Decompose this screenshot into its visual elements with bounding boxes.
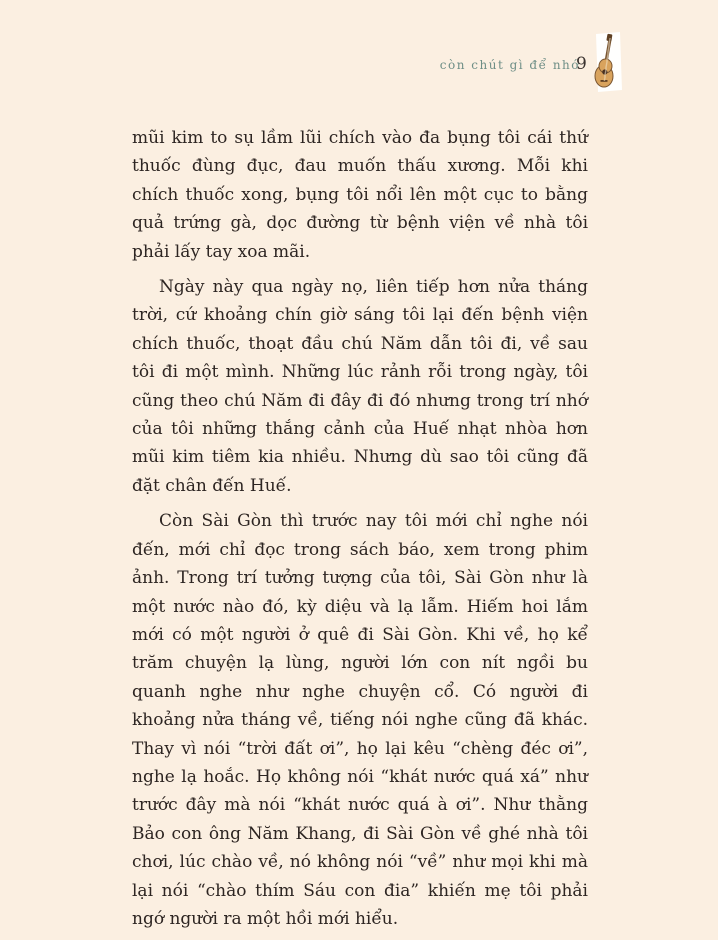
page-number: 9 — [576, 54, 587, 74]
running-head-title: còn chút gì để nhớ — [439, 58, 580, 72]
paragraph-2: Ngày này qua ngày nọ, liên tiếp hơn nửa tháng trời, cứ khoảng chín giờ sáng tôi lại đến bệnh viện chích thuốc, thoạt đầu chú Năm dẫn tôi đi, về sau tôi đi một mình. Những lúc rảnh rỗi trong ngày, tôi cũng theo chú Năm đi đây đi đó nhưng trong trí nhớ của tôi những thắng cảnh của Huế nhạt nhòa hơn mũi kim tiêm kia nhiều. Nhưng dù sao tôi cũng đã đặt chân đến Huế. — [132, 277, 588, 496]
guitar-icon — [590, 30, 626, 94]
paragraph-3: Còn Sài Gòn thì trước nay tôi mới chỉ nghe nói đến, mới chỉ đọc trong sách báo, xem trong phim ảnh. Trong trí tưởng tượng của tôi, Sài Gòn như là một nước nào đó, kỳ diệu và lạ lẫm. Hiếm hoi lắm mới có một người ở quê đi Sài Gòn. Khi về, họ kể trăm chuyện lạ lùng, người lớn con nít ngồi bu quanh nghe như nghe chuyện cổ. Có người đi khoảng nửa tháng về, tiếng nói nghe cũng đã khác. Thay vì nói “trời đất ơi”, họ lại kêu “chèng đéc ơi”, nghe lạ hoắc. Họ không nói “khát nước quá xá” như trước đây mà nói “khát nước quá à ơi”. Như thằng Bảo con ông Năm Khang, đi Sài Gòn về ghé nhà tôi chơi, lúc chào về, nó không nói “về” như mọi khi mà lại nói “chào thím Sáu con đia” khiến mẹ tôi phải ngớ người ra một hồi mới hiểu. — [132, 511, 588, 929]
paragraph-1: mũi kim to sụ lầm lũi chích vào đa bụng tôi cái thứ thuốc đùng đục, đau muốn thấu xương. Mỗi khi chích thuốc xong, bụng tôi nổi lên một cục to bằng quả trứng gà, dọc đường từ bệnh viện về nhà tôi phải lấy tay xoa mãi. — [132, 128, 588, 262]
body-text — [132, 124, 588, 940]
